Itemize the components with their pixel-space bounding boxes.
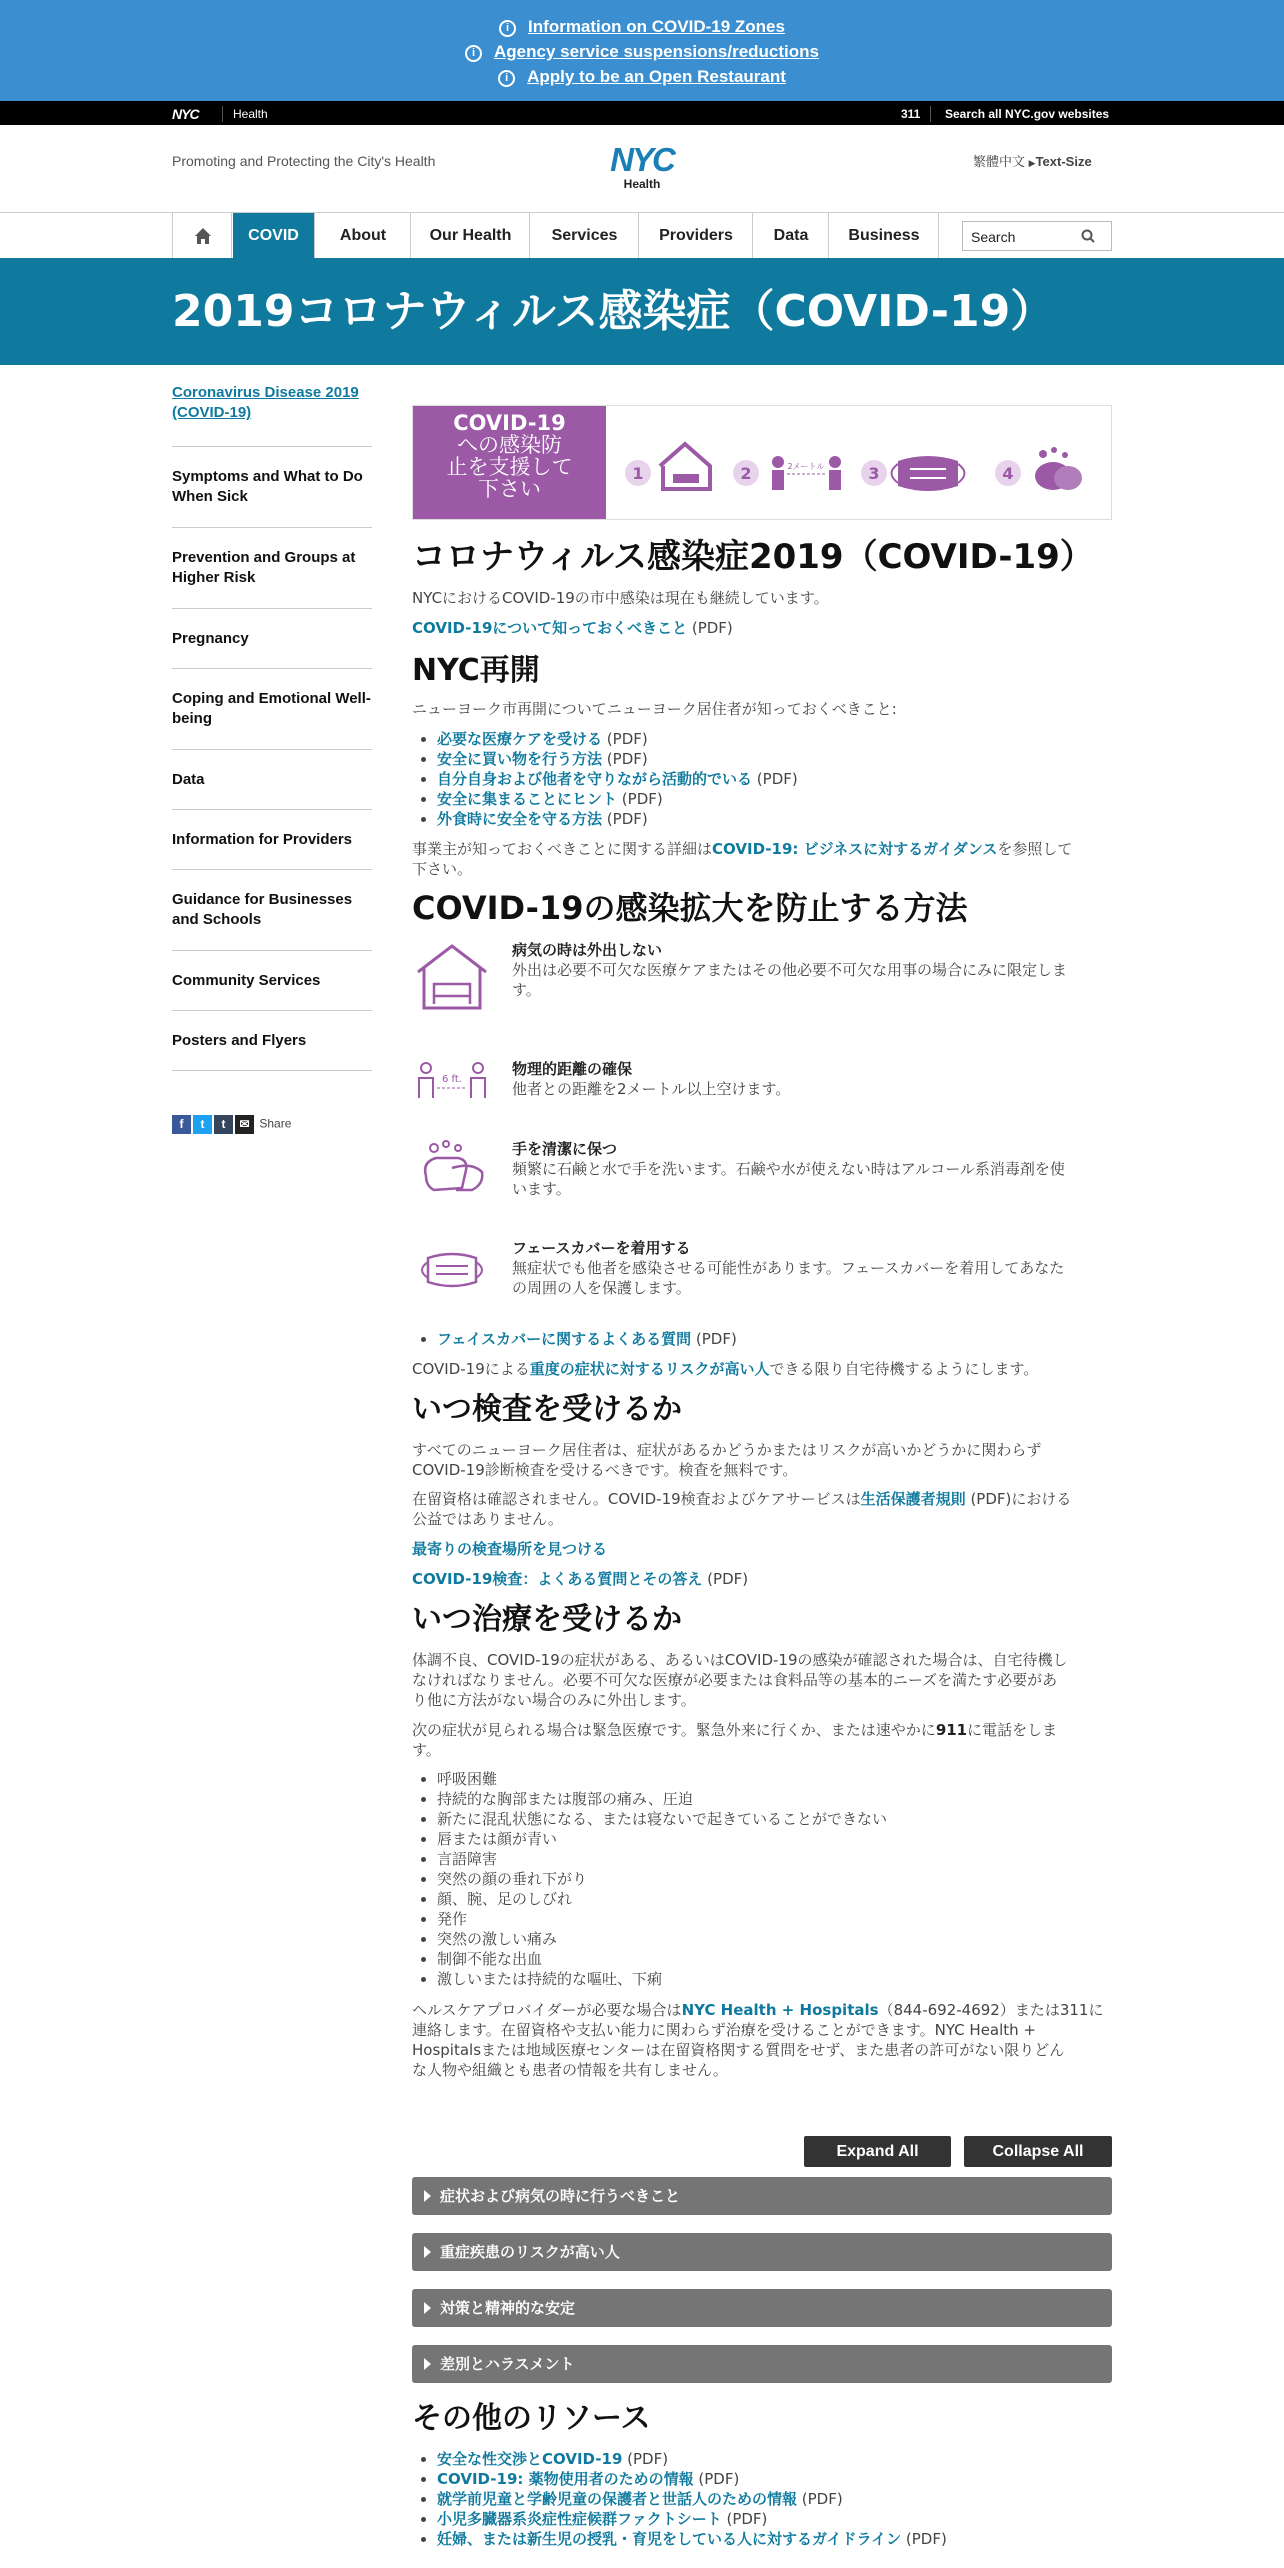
sidebar-item-data[interactable]: Data (172, 750, 372, 810)
search-all-link[interactable]: Search all NYC.gov websites (945, 107, 1110, 121)
nav-home[interactable] (172, 213, 232, 258)
high-risk-link[interactable]: 重度の症状に対するリスクが高い人 (529, 1360, 770, 1378)
agency-tagline: Promoting and Protecting the City's Health (172, 153, 436, 169)
text-size-link[interactable]: Text-Size (1035, 154, 1092, 169)
list-item (437, 749, 1092, 769)
email-icon[interactable]: ✉ (235, 1115, 254, 1134)
nav-providers[interactable]: Providers (640, 213, 753, 258)
search-input[interactable] (962, 221, 1112, 251)
list-item: • 唇または顔が青い (437, 1829, 1092, 1849)
sidebar-item-covid[interactable]: Coronavirus Disease 2019 (COVID-19) (172, 383, 372, 447)
pdf-label: (PDF) (707, 1570, 749, 1588)
pdf-label: (PDF) (901, 2530, 947, 2548)
prevention-title: 物理的距離の確保 (512, 1060, 633, 1078)
list-item (437, 1329, 1092, 1349)
prevention-item (512, 1139, 1112, 1199)
home-icon (173, 213, 233, 258)
test-paragraph-2 (412, 1489, 1112, 1529)
info-icon: i (499, 20, 516, 37)
business-guidance-link[interactable]: COVID-19: ビジネスに対するガイダンス (712, 840, 998, 858)
prevention-text: 無症状でも他者を感染させる可能性があります。フェースカバーを着用してあなた (512, 1259, 1065, 1278)
list-item: • 突然の顔の垂れ下がり (437, 1869, 1092, 1889)
banner-text-box (413, 406, 606, 519)
reopen-intro: ニューヨーク市再開についてニューヨーク居住者が知っておくべきこと: (412, 700, 897, 718)
sidebar-item-businesses[interactable]: Guidance for Businesses and Schools (172, 870, 372, 951)
test-heading: いつ検査を受けるか (412, 1392, 682, 1427)
resource-link[interactable]: 妊婦、または新生児の授乳・育児をしている人に対するガイドライン (437, 2530, 902, 2548)
banner-steps-graphic (613, 406, 1108, 519)
list-item (437, 2489, 1092, 2509)
pdf-label: (PDF) (721, 2510, 768, 2528)
text: できる限り自宅待機するようにします。 (769, 1360, 1039, 1378)
banner-line: 下さい (478, 477, 541, 501)
collapse-all-button[interactable]: Collapse All (964, 2136, 1112, 2167)
list-item (437, 809, 1092, 829)
nyc-health-logo[interactable] (600, 141, 684, 192)
pdf-label: (PDF) (606, 810, 648, 828)
accordion-discrimination[interactable]: 差別とハラスメント (412, 2345, 1112, 2383)
text: 事業主が知っておくべきことに関する詳細は (412, 840, 713, 858)
nav-business[interactable]: Business (830, 213, 939, 258)
link-311[interactable]: 311 (901, 106, 931, 122)
logo-nyc: NYC (610, 141, 674, 178)
intro-text: NYCにおけるCOVID-19の市中感染は現在も継続しています。 (412, 589, 829, 607)
search-placeholder: Search (971, 229, 1016, 245)
nav-covid[interactable]: COVID (233, 213, 315, 258)
text: (PDF)における (970, 1490, 1072, 1508)
sidebar-item-prevention[interactable]: Prevention and Groups at Higher Risk (172, 528, 372, 609)
reopen-link[interactable]: 自分自身および他者を守りながら活動的でいる (437, 770, 753, 788)
treat-paragraph-1 (412, 1650, 1112, 1710)
nav-data[interactable]: Data (754, 213, 829, 258)
banner-line: への感染防 (457, 433, 562, 457)
list-item: • 持続的な胸部または腹部の痛み、圧迫 (437, 1789, 1092, 1809)
pdf-label: (PDF) (691, 619, 733, 637)
accordion-coping[interactable]: 対策と精神的な安定 (412, 2289, 1112, 2327)
text: ヘルスケアプロバイダーが必要な場合は (412, 2001, 682, 2019)
step-number: 3 (868, 464, 880, 483)
public-charge-link[interactable]: 生活保護者規則 (860, 1490, 966, 1508)
pdf-label: (PDF) (693, 2470, 740, 2488)
pdf-label: (PDF) (756, 770, 798, 788)
alert-link-open-restaurant[interactable]: i Apply to be an Open Restaurant (0, 66, 1284, 89)
info-icon: i (498, 70, 515, 87)
reopen-link[interactable]: 安全に集まることにヒント (437, 790, 618, 808)
reopen-link[interactable]: 安全に買い物を行う方法 (437, 750, 603, 768)
alert-banner (0, 0, 1284, 101)
text: り他に方法がない場合のみに外出します。 (412, 1691, 696, 1709)
sidebar-item-coping[interactable]: Coping and Emotional Well-being (172, 669, 372, 750)
expand-all-button[interactable]: Expand All (804, 2136, 951, 2167)
prevention-title: 病気の時は外出しない (512, 941, 663, 959)
sidebar-item-pregnancy[interactable]: Pregnancy (172, 609, 372, 669)
list-item: • 呼吸困難 (437, 1769, 1092, 1789)
know-link-line (412, 618, 733, 638)
distance-label: 2メートル (787, 462, 825, 471)
text: 公益ではありません。 (412, 1510, 563, 1528)
resources-list (412, 2449, 1092, 2549)
emergency-number: 911 (935, 1721, 968, 1739)
know-link[interactable]: COVID-19について知っておくべきこと (412, 619, 688, 637)
reopen-heading: NYC再開 (412, 653, 540, 688)
testing-faq-line (412, 1569, 748, 1589)
list-item: • 激しいまたは持続的な嘔吐、下痢 (437, 1969, 1092, 1989)
resource-link[interactable]: 小児多臓器系炎症性症候群ファクトシート (437, 2510, 722, 2528)
treat-paragraph-2 (412, 1720, 1112, 1760)
resource-link[interactable]: COVID-19: 薬物使用者のための情報 (437, 2470, 694, 2488)
handwash-icon (412, 1138, 492, 1198)
facecover-faq-link[interactable]: フェイスカバーに関するよくある質問 (437, 1330, 692, 1348)
text: す。 (412, 1741, 441, 1759)
reopen-link[interactable]: 外食時に安全を守る方法 (437, 810, 603, 828)
sidebar-item-symptoms[interactable]: Symptoms and What to Do When Sick (172, 447, 372, 528)
accordion-symptoms[interactable]: 症状および病気の時に行うべきこと (412, 2177, 1112, 2215)
share-bar (172, 1115, 291, 1134)
play-icon: ▶ (1028, 158, 1036, 168)
resource-link[interactable]: 安全な性交渉とCOVID-19 (437, 2450, 623, 2468)
prevention-text: 外出は必要不可欠な医療ケアまたはその他必要不可欠な用事の場合にみに限定しま (512, 961, 1068, 980)
text: Hospitalsまたは地域医療センターは在留資格関する質問をせず、また患者の許可がない限りどん (412, 2041, 1065, 2059)
covid-prevention-banner (412, 405, 1112, 520)
text: 連絡します。在留資格や支払い能力に関わらず治療を受けることができます。NYC Health + (412, 2021, 1037, 2039)
text: COVID-19診断検査を受けるべきです。検査を無料です。 (412, 1461, 798, 1479)
main-nav (0, 212, 1284, 258)
resources-heading: その他のリソース (412, 2401, 651, 2436)
text: な人物や組織とも患者の情報を共有しません。 (412, 2061, 728, 2079)
alert-link-zones[interactable]: i Information on COVID-19 Zones (0, 16, 1284, 39)
nav-services[interactable]: Services (531, 213, 639, 258)
language-link[interactable]: 繁體中文 (973, 154, 1026, 169)
business-guidance (412, 839, 1112, 879)
face-mask-icon (892, 456, 965, 491)
home-bed-icon (412, 942, 492, 1012)
list-item: • 制御不能な出血 (437, 1949, 1092, 1969)
text: 下さい。 (412, 860, 473, 878)
resource-link[interactable]: 就学前児童と学齢児童の保護者と世話人のための情報 (437, 2490, 798, 2508)
facecover-list (412, 1329, 1092, 1349)
language-text-size (973, 153, 1092, 171)
tumblr-icon[interactable]: t (214, 1115, 233, 1134)
find-testing-line (412, 1539, 607, 1559)
info-icon: i (465, 45, 482, 62)
home-bed-icon (660, 444, 710, 489)
prevention-item (512, 1059, 1112, 1099)
prevention-title: 手を清潔に保つ (512, 1140, 618, 1158)
text: COVID-19による (412, 1360, 530, 1378)
prevent-heading: COVID-19の感染拡大を防止する方法 (412, 889, 968, 927)
prevention-text: す。 (512, 981, 541, 1000)
test-paragraph-1 (412, 1440, 1112, 1480)
facebook-icon[interactable]: f (172, 1115, 191, 1134)
list-item: • 新たに混乱状態になる、または寝ないで起きていることができない (437, 1809, 1092, 1829)
text: すべてのニューヨーク居住者は、症状があるかどうかまたはリスクが高いかどうかに関わらず (412, 1441, 1042, 1459)
pdf-label: (PDF) (621, 790, 663, 808)
testing-faq-link[interactable]: COVID-19検査：よくある質問とその答え (412, 1570, 703, 1588)
text: を参照して (997, 840, 1073, 858)
share-label[interactable]: Share (259, 1116, 292, 1131)
health-hospitals-paragraph (412, 2000, 1112, 2080)
text: 次の症状が見られる場合は緊急医療です。緊急外来に行くか、または速やかに (412, 1721, 936, 1739)
symptom-list (412, 1769, 1092, 1989)
prevention-item (512, 1238, 1112, 1298)
pdf-label: (PDF) (622, 2450, 669, 2468)
pdf-label: (PDF) (797, 2490, 843, 2508)
alert-link-suspensions[interactable]: i Agency service suspensions/reductions (0, 41, 1284, 64)
sidebar-nav (172, 383, 372, 1071)
prevention-text: 他者との距離を2メートル以上空けます。 (512, 1080, 791, 1099)
list-item: • 突然の激しい痛み (437, 1929, 1092, 1949)
prevention-item (512, 940, 1112, 1000)
main-heading: コロナウィルス感染症2019（COVID-19） (412, 537, 1094, 577)
nyc-gov-logo[interactable]: NYC (172, 106, 199, 122)
logo-health: Health (623, 177, 661, 191)
list-item (437, 2469, 1092, 2489)
find-testing-link[interactable]: 最寄りの検査場所を見つける (412, 1540, 608, 1558)
nav-about[interactable]: About (316, 213, 411, 258)
list-item: • 発作 (437, 1909, 1092, 1929)
nyc-gov-topbar (0, 101, 1284, 125)
list-item (437, 2529, 1092, 2549)
distance-label: 6 ft. (442, 1074, 462, 1085)
sidebar-item-providers[interactable]: Information for Providers (172, 810, 372, 870)
step-number: 2 (740, 464, 752, 483)
prevention-text: の周囲の人を保護します。 (512, 1279, 691, 1298)
pdf-label: (PDF) (606, 730, 648, 748)
agency-name: Health (222, 106, 268, 122)
list-item (437, 769, 1092, 789)
text: 体調不良、COVID-19の症状がある、あるいはCOVID-19の感染が確認された場合は、自宅待機し (412, 1651, 1068, 1669)
prevention-text: 頻繁に石鹸と水で手を洗います。石鹸や水が使えない時はアルコール系消毒剤を使 (512, 1160, 1065, 1179)
pdf-label: (PDF) (606, 750, 648, 768)
accordion-high-risk[interactable]: 重症疾患のリスクが高い人 (412, 2233, 1112, 2271)
list-item (437, 2509, 1092, 2529)
banner-line: COVID-19 (453, 411, 566, 435)
step-number: 4 (1002, 464, 1014, 483)
treat-heading: いつ治療を受けるか (412, 1602, 682, 1637)
list-item: • 顔、腕、足のしびれ (437, 1889, 1092, 1909)
face-mask-icon (412, 1248, 492, 1292)
nav-our-health[interactable]: Our Health (412, 213, 530, 258)
list-item (437, 729, 1092, 749)
reopen-list (412, 729, 1092, 829)
pdf-label: (PDF) (695, 1330, 737, 1348)
sidebar-item-community[interactable]: Community Services (172, 951, 372, 1011)
distance-icon (772, 456, 841, 490)
prevention-title: フェースカバーを着用する (512, 1239, 691, 1257)
prevention-text: います。 (512, 1180, 571, 1199)
twitter-icon[interactable]: t (193, 1115, 212, 1134)
list-item (437, 2449, 1092, 2469)
page-title: 2019コロナウィルス感染症（COVID-19） (172, 286, 1055, 337)
list-item: • 言語障害 (437, 1849, 1092, 1869)
risk-line (412, 1359, 1038, 1379)
search-icon[interactable] (1081, 229, 1095, 243)
sidebar-item-posters[interactable]: Posters and Flyers (172, 1011, 372, 1071)
text: （844-692-4692）または311に (878, 2001, 1104, 2019)
step-number: 1 (632, 464, 644, 483)
banner-line: 止を支援して (446, 455, 573, 479)
text: に電話をしま (967, 1721, 1058, 1739)
list-item (437, 789, 1092, 809)
distance-icon (412, 1058, 492, 1108)
page-title-band (0, 258, 1284, 365)
health-hospitals-link[interactable]: NYC Health + Hospitals (681, 2001, 879, 2019)
text: 在留資格は確認されません。COVID-19検査およびケアサービスは (412, 1490, 861, 1508)
handwash-icon (1035, 447, 1082, 490)
text: なければなりません。必要不可欠な医療が必要または食料品等の基本的ニーズを満たす必要があ (412, 1671, 1058, 1689)
reopen-link[interactable]: 必要な医療ケアを受ける (437, 730, 603, 748)
